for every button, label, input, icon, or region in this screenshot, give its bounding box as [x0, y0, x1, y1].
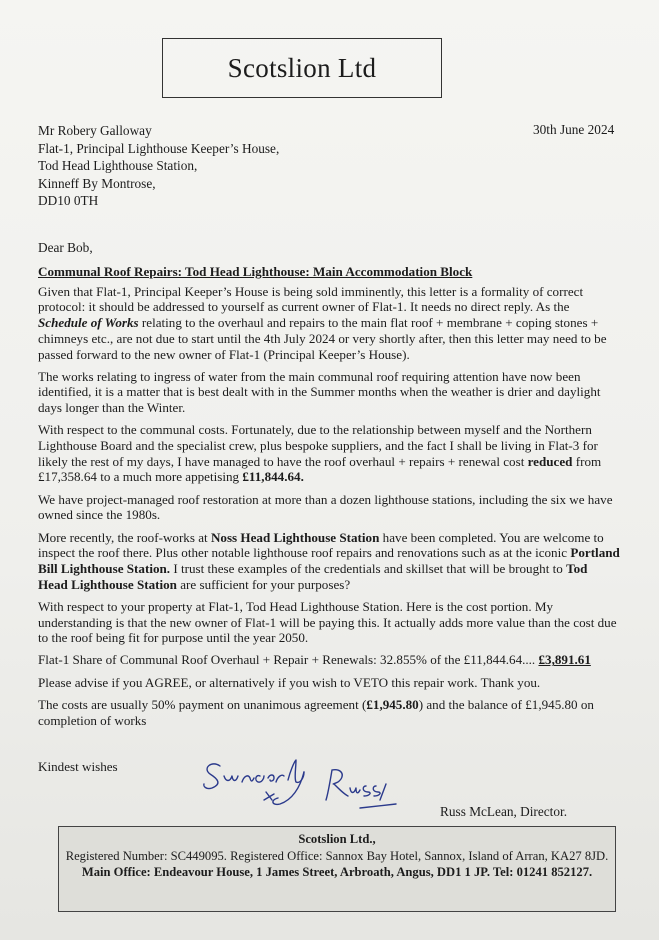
text-run: relating to the overhaul and repairs to the main flat roof + membrane + coping stones + chimneys etc., are not due to start until the 4th July 2024 or very shortly after, then this letter may need to be passed forward to the new owner of Flat-1 (Principal Keeper’s House).	[38, 315, 607, 362]
salutation: Dear Bob,	[38, 240, 93, 255]
footer-box	[58, 826, 616, 912]
address-line: Mr Robery Galloway	[38, 123, 152, 138]
paragraph-experience: We have project-managed roof restoration at more than a dozen lighthouse stations, including the six we have owned since the 1980s.	[38, 491, 613, 523]
handwritten-signature	[200, 748, 420, 818]
text-run: Given that Flat-1, Principal Keeper’s House is being sold imminently, this letter is a formality of correct protocol: it should be addressed to yourself as current owner of Flat-1. It needs no direct reply. As the	[38, 283, 584, 315]
paragraph-water-ingress: The works relating to ingress of water from the main communal roof requiring attention have now been identified, it is a matter that is best dealt with in the Summer months when the weather is drier and daylight days longer than the Winter.	[38, 368, 601, 416]
text-run: I trust these examples of the credentials and skillset that will be brought to	[170, 560, 567, 576]
paragraph-payment-terms	[38, 697, 620, 728]
reduced-emphasis: reduced	[527, 453, 573, 469]
address-line: Flat-1, Principal Lighthouse Keeper’s House,	[38, 140, 280, 156]
recipient-address	[38, 122, 279, 210]
address-line: DD10 0TH	[38, 193, 99, 209]
text-run: The costs are usually 50% payment on unanimous agreement (	[38, 696, 367, 712]
company-name: Scotslion Ltd	[227, 52, 377, 83]
deposit-amount: £1,945.80	[366, 696, 419, 712]
letterhead-box	[162, 38, 442, 98]
letter-date: 30th June 2024	[533, 122, 615, 137]
text-run: have been completed. You are welcome to inspect the roof there. Plus other notable lighthouse roof repairs and renovations such as at the iconic	[38, 529, 604, 561]
text-run: are sufficient for your purposes?	[176, 576, 351, 592]
address-line: Kinneff By Montrose,	[38, 175, 156, 191]
schedule-of-works-emphasis: Schedule of Works	[38, 315, 139, 331]
paragraph-credentials	[38, 530, 620, 593]
paragraph-cost-portion: With respect to your property at Flat-1, Tod Head Lighthouse Station. Here is the cost portion. My understanding is that the new owner of Flat-1 will be paying this. It actually adds more value than the cost due to the roof being fit for purpose until the year 2050.	[38, 598, 617, 646]
closing: Kindest wishes	[38, 759, 118, 774]
footer-main-office: Main Office: Endeavour House, 1 James Street, Arbroath, Angus, DD1 1 JP. Tel: 01241 852127.	[81, 865, 593, 879]
address-line: Tod Head Lighthouse Station,	[38, 158, 198, 174]
noss-head-emphasis: Noss Head Lighthouse Station	[210, 529, 380, 545]
text-run: ) and the balance of £1,945.80 on completion of works	[38, 696, 594, 728]
paragraph-communal-costs	[38, 422, 620, 485]
letter-body	[38, 264, 620, 735]
text-run: With respect to the communal costs. Fortunately, due to the relationship between myself and the Northern Lighthouse Board and the specialist crew, plus bespoke suppliers, and the fact I shall be living in Flat-3 for likely the rest of my days, I have managed to have the roof overhaul + repairs + renewal cost	[38, 422, 598, 469]
portland-bill-emphasis: Portland Bill Lighthouse Station.	[38, 545, 620, 576]
share-amount: £3,891.61	[538, 652, 591, 668]
text-run: Flat-1 Share of Communal Roof Overhaul + Repair + Renewals: 32.855% of the £11,844.64....	[38, 652, 539, 668]
signer-name: Russ McLean, Director.	[440, 804, 568, 819]
footer-registered-info: Registered Number: SC449095. Registered Office: Sannox Bay Hotel, Sannox, Island of Arran, KA27 8JD.	[65, 848, 609, 863]
tod-head-emphasis: Tod Head Lighthouse Station	[38, 560, 588, 592]
paragraph-share	[38, 652, 620, 668]
footer-company-name: Scotslion Ltd.,	[298, 832, 376, 846]
reduced-amount: £11,844.64.	[242, 469, 304, 485]
text-run: More recently, the roof-works at	[38, 529, 211, 545]
text-run: from £17,358.64 to a much more appetising	[38, 453, 602, 485]
paragraph-sale-notice	[38, 284, 620, 363]
subject-line: Communal Roof Repairs: Tod Head Lighthouse: Main Accommodation Block	[38, 264, 473, 279]
paragraph-agree-veto: Please advise if you AGREE, or alternatively if you wish to VETO this repair work. Thank you.	[38, 674, 541, 690]
